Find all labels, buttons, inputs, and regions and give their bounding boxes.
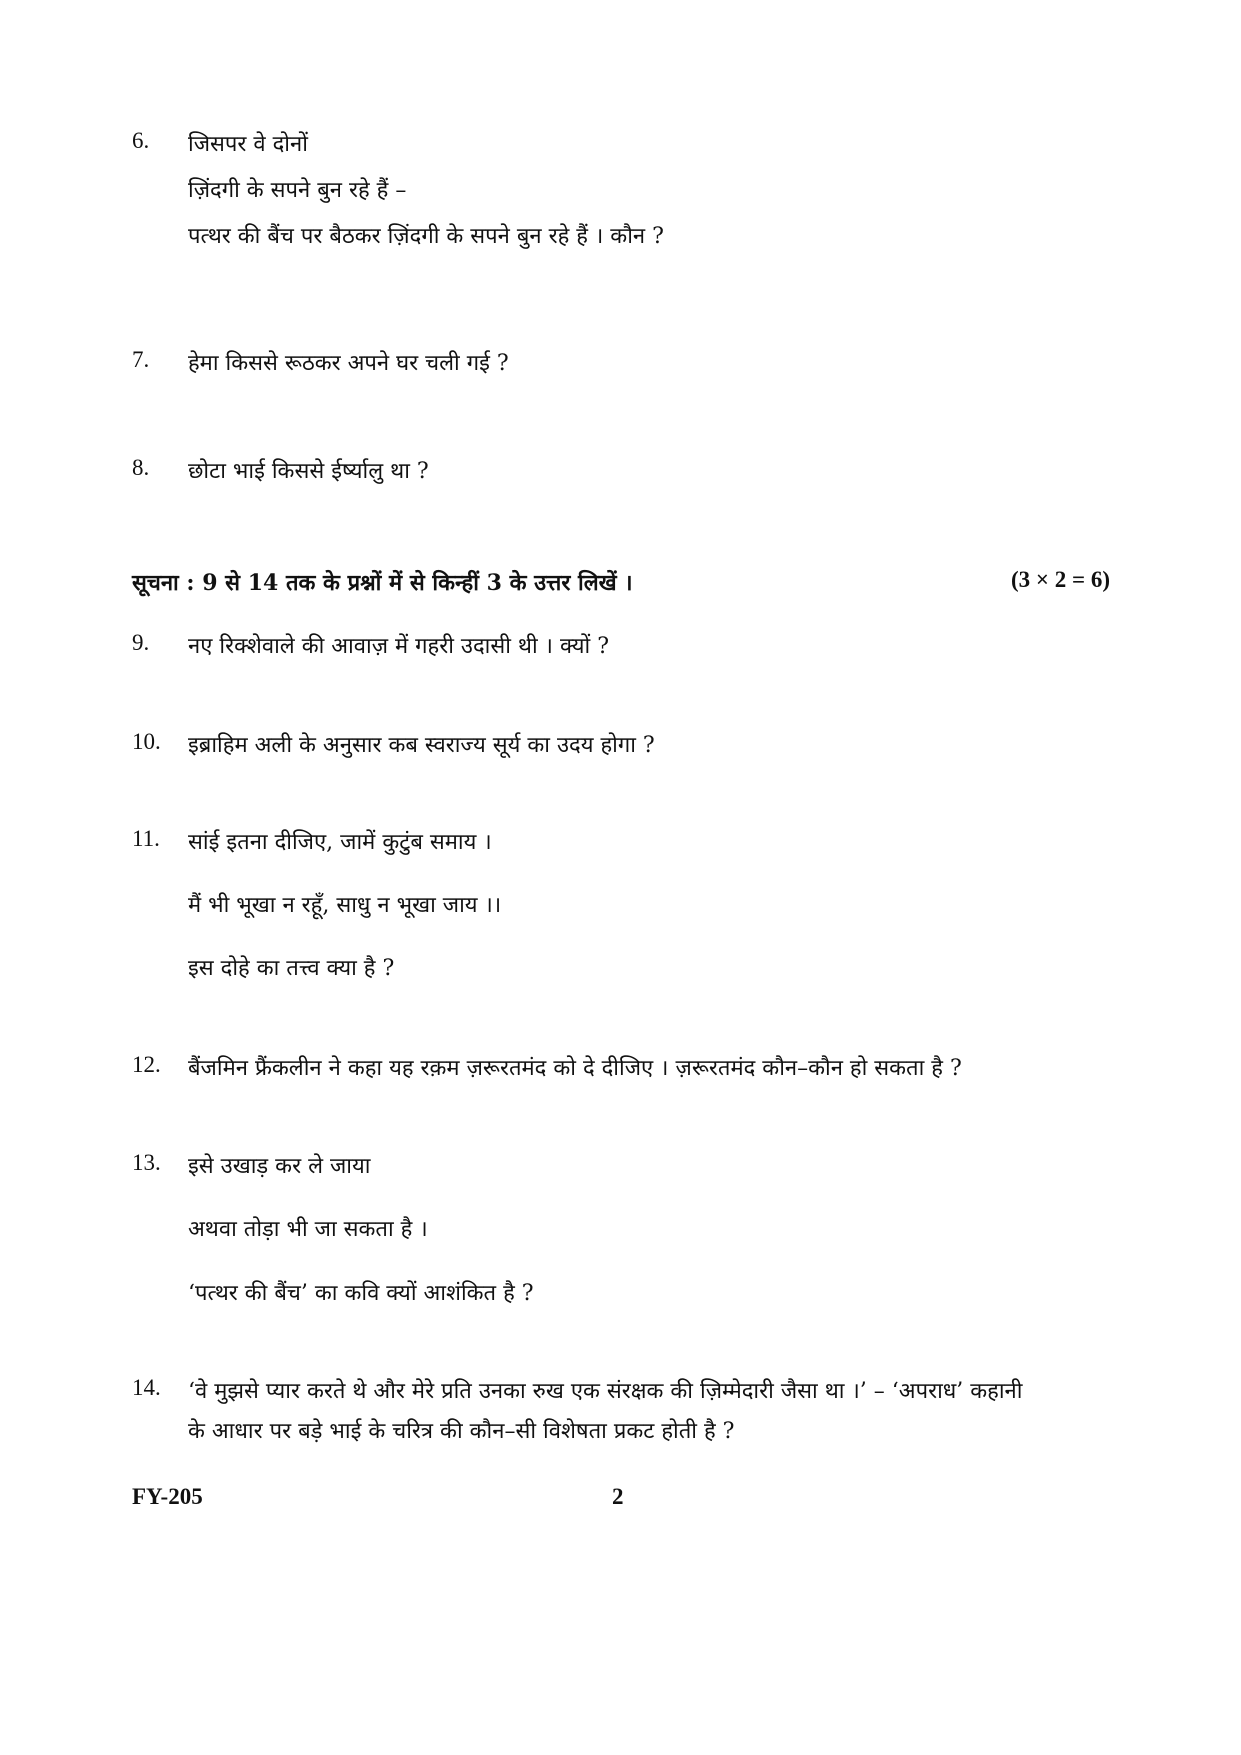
question-number: 14.	[132, 1375, 161, 1400]
marks-allocation: (3 × 2 = 6)	[1010, 567, 1110, 592]
question-number: 7.	[132, 347, 150, 372]
question-line: इब्राहिम अली के अनुसार कब स्वराज्य सूर्य का उदय होगा ?	[188, 733, 655, 758]
question-line: हेमा किससे रूठकर अपने घर चली गई ?	[188, 351, 509, 376]
question-line: ‘पत्थर की बैंच’ का कवि क्यों आशंकित है ?	[188, 1281, 534, 1306]
question-number: 12.	[132, 1052, 161, 1077]
question-line: सांई इतना दीजिए, जामें कुटुंब समाय ।	[188, 830, 492, 855]
question-line: बैंजमिन फ्रैंकलीन ने कहा यह रक़म ज़रूरतमंद को दे दीजिए । ज़रूरतमंद कौन–कौन हो सकता है ?	[188, 1056, 962, 1081]
question-line: इस दोहे का तत्त्व क्या है ?	[188, 956, 395, 981]
question-line: जिसपर वे दोनों	[188, 132, 308, 157]
instruction-text: सूचना : 9 से 14 तक के प्रश्नों में से किन्हीं 3 के उत्तर लिखें ।	[132, 570, 633, 596]
question-line: नए रिक्शेवाले की आवाज़ में गहरी उदासी थी । क्यों ?	[188, 634, 610, 659]
question-line: मैं भी भूखा न रहूँ, साधु न भूखा जाय ।।	[188, 893, 502, 918]
question-line: के आधार पर बड़े भाई के चरित्र की कौन–सी विशेषता प्रकट होती है ?	[188, 1419, 735, 1444]
question-number: 10.	[132, 729, 161, 754]
question-line: पत्थर की बैंच पर बैठकर ज़िंदगी के सपने बुन रहे हैं । कौन ?	[188, 224, 664, 249]
question-number: 8.	[132, 455, 150, 480]
question-line: इसे उखाड़ कर ले जाया	[188, 1154, 371, 1179]
question-line: अथवा तोड़ा भी जा सकता है ।	[188, 1217, 428, 1242]
question-number: 11.	[132, 826, 160, 851]
question-number: 6.	[132, 128, 150, 153]
question-line: छोटा भाई किससे ईर्ष्यालु था ?	[188, 459, 429, 484]
question-line: ‘वे मुझसे प्यार करते थे और मेरे प्रति उनका रुख एक संरक्षक की ज़िम्मेदारी जैसा था ।’ – ‘अपराध’ कहानी	[188, 1379, 1023, 1404]
question-number: 13.	[132, 1150, 161, 1175]
question-number: 9.	[132, 630, 150, 655]
page-number: 2	[612, 1484, 624, 1509]
paper-code: FY-205	[132, 1484, 203, 1509]
question-line: ज़िंदगी के सपने बुन रहे हैं –	[188, 178, 407, 203]
section-instruction	[132, 567, 1110, 597]
